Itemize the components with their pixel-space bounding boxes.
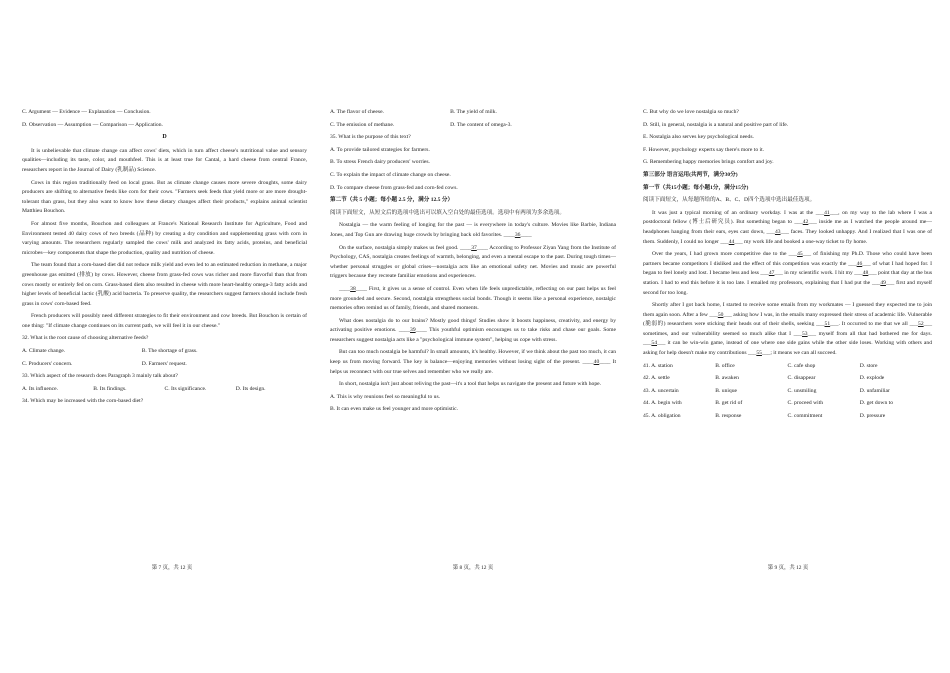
blank-39: 39 [410, 327, 416, 334]
option: C. Its significance. [164, 385, 207, 392]
paragraph: Cows in this region traditionally feed on local grass. But as climate change causes more severe droughts, some dairy producers are shifting to alternative feeds like corn for their cows. "Farmers seek feeds that yield more or are more drought-tolerant than grass, but they also want to know how these dietary changes affect their products," explains animal scientist Matthieu Bouchon. [22, 179, 307, 215]
blank-36: 36 [514, 231, 521, 238]
passage-heading: D [162, 134, 167, 141]
option: F. However, psychology experts say there's more to it. [643, 146, 765, 153]
grid-option: D. get down to [859, 400, 893, 407]
blank-42: 42 [802, 219, 809, 226]
blank-50: 50 [717, 311, 724, 318]
text: Nostalgia — the warm feeling of longing for the past — is everywhere in today's culture. Movies like Barbie, Indiana Jones, and Top Gun are drawing huge crowds by bringing back old favorites. [330, 222, 616, 238]
grid-option: 41. A. station [643, 362, 673, 369]
text: of finishing my Ph.D. Those who could have been partners became competitors I disliked and the effect of this competition was exactly the [643, 251, 932, 267]
text: According to Professor Ziyan Yang from the Institute of Psychology, CAS, nostalgia creates feelings of warmth, belonging, and even a mental escape to the past. During tough times—whether personal struggles or global crises—nostalgia acts like an emotional safety net. Movies and music are powerful triggers because they recreate familiar emotions and experiences. [330, 244, 617, 280]
paragraph: In short, nostalgia isn't just about reliving the past—it's a tool that helps us navigate the present and future with hope. [338, 381, 602, 388]
grid-option: D. pressure [859, 413, 886, 420]
paragraph: Shortly after I got back home, I started to receive some emails from my workmates — I guessed they expected me to join them again soon. After a few ___50___ asking how I was, in the emails many expressed their stress of academic life. Vulnerable (脆弱的) researchers were sticking their heads out of their shells, seeking ___51___. It occurred to me that we all ___52___ sometimes, and our vulnerability seemed so much alike that I ___53___ myself from all that had bothered me for days. ___54___ it can be win-win game, instead of one where one side gains while the other side loses. Working with others and asking for help doesn't make my contributions ___55___; it means we can all succeed. [643, 302, 933, 357]
text: ; it means we can all succeed. [770, 350, 837, 357]
grid-option: B. response [715, 413, 742, 420]
blank-38: 38 [350, 285, 356, 292]
paragraph: What does nostalgia do to our brains? Mostly good things! Studies show it boosts happiness, creativity, and energy by activating positive emotions. ____39____ This youthful optimism encourages us to take risks and chase our goals. Some researchers suggest nostalgia acts like a "psychological immune system", helping us cope with stress. [330, 317, 616, 343]
paragraph: The team found that a corn-based diet did not reduce milk yield and even led to an estimated reduction in methane, a major greenhouse gas emitted (排放) by cows. However, cheese from grass-fed cows was richer and more flavorful than that from cows mostly or entirely fed on corn. Grass-based diets also resulted in cheese with more heart-healthy omega-3 fatty acids and higher levels of beneficial lactic (乳酸) acid bacteria. To preserve quality, the researchers suggest farmers should include fresh grass in cows' corn-based feed. [22, 262, 307, 307]
option-c: C. Argument — Evidence — Explanation — Conclusion. [22, 109, 151, 115]
text: It was just a typical morning of an ordinary workday. I was at the [651, 209, 814, 216]
page-8-column [330, 108, 616, 418]
page-footer: 第 7 页，共 12 页 [151, 565, 193, 571]
question-33-options [22, 385, 307, 395]
option: C. Producers' concern. [22, 360, 73, 367]
option: A. Its influence. [22, 385, 59, 392]
text: my work life and booked a one-way ticket to fly home. [744, 238, 868, 245]
paragraph: French producers will possibly need different strategies to fit their environment and cow breeds. But Bouchon is certain of one thing: "If climate change continues on its current path, we will feel it in our cheese." [22, 313, 307, 329]
paragraph: Nostalgia — the warm feeling of longing for the past — is everywhere in today's culture. Movies like Barbie, Indiana Jones, and Top Gun are drawing huge crowds by bringing back old favorites. ____36____ [330, 222, 616, 238]
instruction: 阅读下面短文，从短文后的选项中选出可以填入空白处的最佳选项。选项中有两项为多余选项。 [330, 209, 565, 216]
text: asking how I was, in the emails many expressed their stress of academic life. Vulnerable (脆弱的) researchers were sticking their heads out of their shells, seeking [643, 311, 932, 328]
grid-option: D. store [859, 362, 878, 369]
part-heading: 第三部分 语言运用(共两节，满分30分) [643, 171, 738, 178]
option: B. The shortage of grass. [141, 348, 198, 355]
text: But can too much nostalgia be harmful? In small amounts, it's healthy. However, if we think about the past too much, it can keep us from moving forward. The key is balance—enjoying memories without losing sight of the present. [330, 349, 616, 366]
question-34-options [330, 121, 616, 131]
option: G. Remembering happy memories brings comfort and joy. [643, 159, 774, 166]
page-9-column [643, 108, 932, 422]
option: A. To provide tailored strategies for farmers. [330, 146, 430, 153]
grid-option: B. get rid of [715, 400, 743, 407]
text: sometimes, and our vulnerability seemed so much alike that I [643, 330, 792, 337]
question-32-options [22, 360, 307, 370]
grid-option: B. unique [715, 387, 738, 394]
option: D. The content of omega-3. [450, 121, 512, 128]
text: On the surface, nostalgia simply makes us feel good. [338, 244, 459, 251]
paragraph: But can too much nostalgia be harmful? In small amounts, it's healthy. However, if we think about the past too much, it can keep us from moving forward. The key is balance—enjoying memories without losing sight of the present. ____40____ It helps us reconnect with our true selves and remember who we really are. [330, 349, 616, 375]
instruction: 阅读下面短文，从每题所给的A、B、C、D四个选项中选出最佳选项。 [643, 197, 816, 204]
question-32: 32. What is the root cause of choosing alternative feeds? [22, 335, 149, 342]
grid-option: C. disappear [787, 375, 816, 382]
page-footer: 第 8 页，共 12 页 [452, 565, 494, 571]
grid-option: 43. A. uncertain [643, 387, 679, 394]
blank-51: 51 [824, 321, 831, 328]
section-heading: 第二节（共 5 小题；每小题 2.5 分，满分 12.5 分） [330, 197, 454, 204]
grid-option: D. explode [859, 375, 885, 382]
blank-49: 49 [880, 279, 886, 286]
text: in my scientific work. I hit my [784, 270, 853, 277]
blank-37: 37 [471, 244, 477, 251]
question-32-options [22, 347, 307, 357]
grid-option: B. office [715, 362, 735, 369]
text: Over the years, I had grown more competitive due to the [651, 251, 787, 258]
question-34: 34. Which may be increased with the corn-based diet? [22, 398, 144, 405]
text: It helps us reconnect with our true selves and remember who we really are. [330, 359, 616, 375]
text: , on my way to the lab where I was a postdoctoral fellow (博士后研究员). But something began to [643, 209, 932, 226]
text: first and myself second for too long. [643, 279, 932, 296]
text: point that day at the bus station. I had to end this before it is too late. I emailed my professors, explaining that I had put the [643, 270, 933, 286]
option: B. Its findings. [93, 385, 127, 392]
grid-option: D. unfamiliar [859, 387, 890, 394]
grid-option: 44. A. begin with [643, 400, 682, 407]
blank-44: 44 [728, 238, 735, 245]
blank-47: 47 [768, 270, 775, 277]
answer-options-grid [643, 362, 932, 422]
option: A. The flavor of cheese. [330, 109, 384, 115]
blank-46: 46 [856, 260, 863, 267]
blank-41: 41 [824, 209, 830, 216]
paragraph: For almost five months, Bouchon and colleagues at France's National Research Institute for Agriculture, Food and Environment tested 40 dairy cows of two breeds (品种) by creating a dry condition and supplementing grass with corn in varying amounts. The researchers regularly sampled the cows' milk and analyzed its fatty acids, proteins, and beneficial microbes—key components that shape the production, quality and nutrition of cheese. [22, 220, 307, 256]
page-7-column [22, 108, 307, 410]
paragraph: Over the years, I had grown more competitive due to the ___45___ of finishing my Ph.D. Those who could have been partners became competitors I disliked and the effect of this competition was exactly the ___46___ of what I had hoped for. I began to feel lonely and lost. I became less and less ___47___ in my scientific work. I hit my ___48___ point that day at the bus station. I had to end this before it is too late. I emailed my professors, explaining that I had put the ___49___ first and myself second for too long. [643, 251, 933, 296]
text: faces. They looked unhappy. And I realized that I was one of them. Suddenly, I could no longer [643, 228, 932, 245]
text: myself from all that had bothered me for days. [818, 330, 932, 337]
blank-48: 48 [862, 270, 869, 277]
grid-option: C. proceed with [787, 400, 824, 407]
blank-55: 55 [756, 350, 762, 357]
paragraph: It was just a typical morning of an ordinary workday. I was at the ___41___, on my way to the lab where I was a postdoctoral fellow (博士后研究员). But something began to ___42___ inside me as I watched the people around me—headphones hanging from their ears, eyes cast down, ___43___ faces. They looked unhappy. And I realized that I was one of them. Suddenly, I could no longer ___44___ my work life and booked a one-way ticket to fly home. [643, 209, 932, 245]
paragraph: On the surface, nostalgia simply makes us feel good. ____37____ According to Professor Ziyan Yang from the Institute of Psychology, CAS, nostalgia creates feelings of warmth, belonging, and even a mental escape to the past. During tough times—whether personal struggles or global crises—nostalgia acts like an emotional safety net. Movies and music are powerful triggers because they recreate familiar emotions and experiences. [330, 244, 617, 280]
grid-option: C. cafe shop [787, 362, 816, 369]
option: C. The emission of methane. [330, 121, 395, 128]
text: . It occurred to me that we all [838, 321, 908, 328]
option: D. Its design. [235, 385, 266, 392]
option: C. To explain the impact of climate change on cheese. [330, 171, 451, 178]
option: C. But why do we love nostalgia so much? [643, 109, 739, 115]
option: A. Climate change. [22, 348, 66, 355]
text: This youthful optimism encourages us to take risks and chase our goals. Some researchers suggest nostalgia acts like a "psychological immune system", helping us cope with stress. [330, 327, 616, 343]
option: B. The yield of milk. [450, 109, 497, 115]
blank-52: 52 [918, 321, 924, 328]
option: E. Nostalgia also serves key psychological needs. [643, 134, 754, 141]
option: B. To stress French dairy producers' worries. [330, 159, 430, 166]
blank-40: 40 [593, 359, 600, 366]
blank-54: 54 [651, 340, 657, 347]
text: of what I had hoped for. I began to feel lonely and lost. I became less and less [643, 260, 932, 277]
grid-option: C. unsmiling [787, 387, 817, 394]
option: B. It can even make us feel younger and more optimistic. [330, 406, 458, 413]
text: inside me as I watched the people around me—headphones hanging from their ears, eyes cast down, [643, 219, 932, 235]
text: Shortly after I got back home, I started to receive some emails from my workmates — I guessed they expected me to join them again soon. After a few [643, 302, 932, 318]
blank-45: 45 [797, 251, 803, 258]
question-35: 35. What is the purpose of this text? [330, 134, 411, 141]
grid-option: 42. A. settle [643, 375, 670, 382]
text: What does nostalgia do to our brains? Mostly good things! Studies show it boosts happiness, creativity, and energy by activating positive emotions. [330, 317, 616, 334]
grid-option: B. awaken [715, 375, 739, 382]
option: D. Farmers' request. [141, 360, 187, 367]
grid-option: C. commitment [787, 413, 823, 420]
option: D. Still, in general, nostalgia is a natural and positive part of life. [643, 121, 789, 128]
option: D. To compare cheese from grass-fed and corn-fed cows. [330, 184, 458, 191]
option: A. This is why reunions feel so meaningful to us. [330, 393, 441, 400]
paragraph: It is unbelievable that climate change can affect cows' diets, which in turn affect cheese's nutritional value and sensory qualities—including its taste, color, and mouthfeel. This is at least true for Cantal, a hard cheese from central France, researchers report in the Journal of Dairy (乳制品) Science. [22, 147, 307, 173]
blank-53: 53 [802, 330, 808, 337]
blank-43: 43 [774, 228, 781, 235]
grid-option: 45. A. obligation [643, 413, 681, 420]
paragraph: ____38____ First, it gives us a sense of control. Even when life feels unpredictable, reflecting on our past helps us feel more grounded and secure. Second, nostalgia strengthens social bonds. Though it seems like a personal experience, nostalgic memories often remind us of family, friends, and shared moments. [330, 285, 616, 312]
question-33: 33. Which aspect of the research does Paragraph 3 mainly talk about? [22, 373, 178, 380]
option-d: D. Observation — Assumption — Comparison — Application. [22, 121, 163, 128]
question-34-options [330, 108, 616, 118]
text: it can be win-win game, instead of one where one side gains while the other side loses. Working with others and asking for help doesn't make my contributions [643, 340, 932, 357]
page-footer: 第 9 页，共 12 页 [767, 565, 809, 571]
text: First, it gives us a sense of control. Even when life feels unpredictable, reflecting on our past helps us feel more grounded and secure. Second, nostalgia strengthens social bonds. Though it seems like a personal experience, nostalgic memories often remind us of family, friends, and shared moments. [330, 285, 616, 312]
section-heading: 第一节（共15小题；每小题1分，满分15分) [643, 184, 749, 191]
